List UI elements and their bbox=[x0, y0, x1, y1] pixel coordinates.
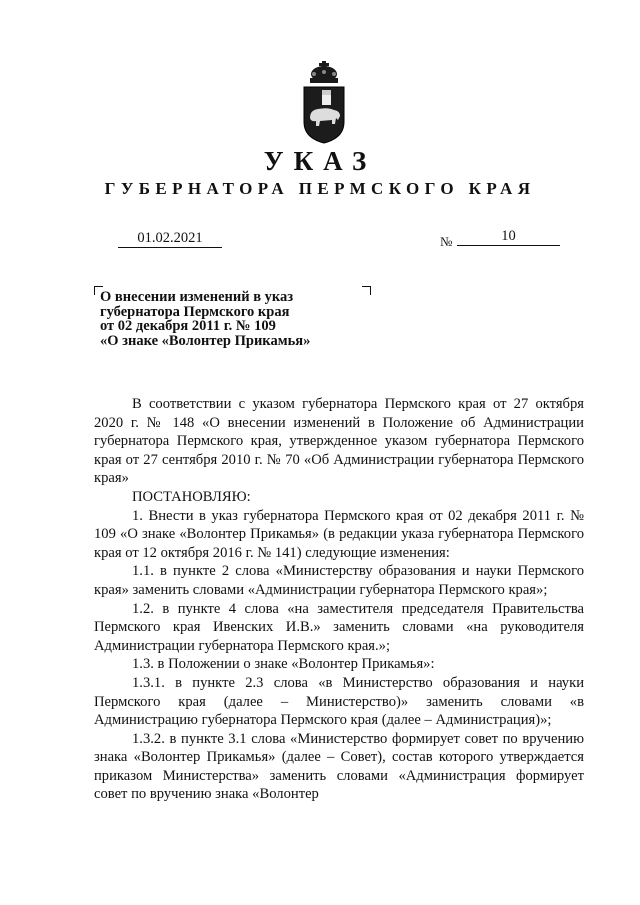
subject-line: «О знаке «Волонтер Прикамья» bbox=[100, 332, 311, 349]
subject-line: губернатора Пермского края bbox=[100, 303, 290, 320]
body-paragraph: 1.3. в Положении о знаке «Волонтер Прикамья»: bbox=[132, 656, 435, 673]
document-body bbox=[94, 395, 584, 804]
issuer-title: ГУБЕРНАТОРА ПЕРМСКОГО КРАЯ bbox=[104, 179, 536, 198]
body-paragraph: 1. Внести в указ губернатора Пермского края от 02 декабря 2011 г. № 109 «О знаке «Волонтер Прикамья» (в редакции указа губернатора Пермского края от 12 октября 2016 г. № 141) следующие изменения: bbox=[94, 507, 584, 561]
crown-icon bbox=[310, 61, 338, 83]
body-paragraph: В соответствии с указом губернатора Пермского края от 27 октября 2020 г. № 148 «О внесении изменений в Положение об Администрации губернатора Пермского края, утвержденное указом губернатора Пермского края от 27 сентября 2010 г. № 70 «Об Администрации губернатора Пермского края» bbox=[94, 396, 584, 487]
body-paragraph: 1.3.1. в пункте 2.3 слова «в Министерство образования и науки Пермского края (далее – Министерство)» заменить словами «в Администрацию губернатора Пермского края (далее – Администрация)»; bbox=[94, 674, 584, 729]
corner-mark-right bbox=[362, 286, 371, 295]
document-title: УКАЗ bbox=[263, 146, 377, 176]
decree-keyword: ПОСТАНОВЛЯЮ: bbox=[132, 488, 251, 505]
subject-line: от 02 декабря 2011 г. № 109 bbox=[100, 318, 276, 334]
body-paragraph: 1.3.2. в пункте 3.1 слова «Министерство формирует совет по вручению знака «Волонтер Прикамья» (далее – Совет), состав которого утверждается приказом Министерства» заменить словами «Администрация формирует совет по вручению знака «Волонтер bbox=[94, 730, 584, 803]
document-number: 10 bbox=[457, 227, 560, 246]
body-paragraph: 1.2. в пункте 4 слова «на заместителя председателя Правительства Пермского края Ивенских И.В.» заменить словами «на руководителя Администрации губернатора Пермского края.»; bbox=[94, 600, 584, 654]
body-paragraph: 1.1. в пункте 2 слова «Министерству образования и науки Пермского края» заменить словами «Администрации губернатора Пермского края»; bbox=[94, 563, 584, 598]
subject-line: О внесении изменений в указ bbox=[100, 289, 294, 305]
number-label: № bbox=[440, 234, 453, 249]
coat-of-arms-emblem bbox=[298, 60, 350, 144]
document-date: 01.02.2021 bbox=[118, 229, 222, 248]
document-subject bbox=[100, 290, 340, 348]
